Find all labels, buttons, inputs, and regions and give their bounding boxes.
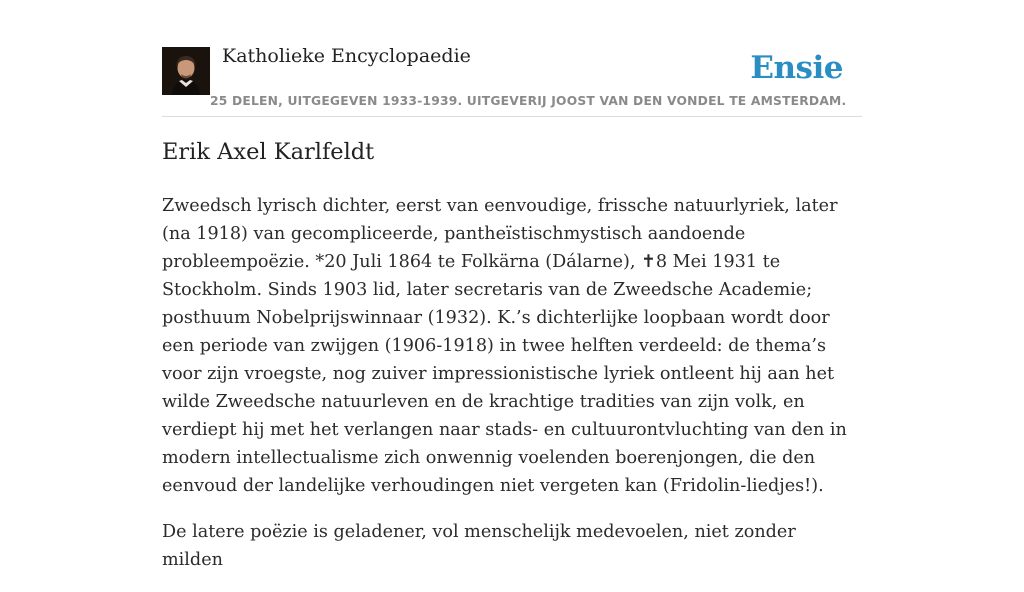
entry-paragraph: Zweedsch lyrisch dichter, eerst van eenvoudige, frissche natuurlyriek, later (na 1918) van gecompliceerde, pantheïstischmystisch aandoende probleempoëzie. *20 Juli 1864 te Folkärna (Dálarne), ✝8 Mei 1931 te Stockholm. Sinds 1903 lid, later secretaris van de Zweedsche Academie; posthuum Nobelprijswinnaar (1932). K.’s dichterlijke loopbaan wordt door een periode van zwijgen (1906-1918) in twee helften verdeeld: de thema’s voor zijn vroegste, nog zuiver impressionistische lyriek ontleent hij aan het wilde Zweedsche natuurleven en de krachtige tradities van zijn volk, en verdiept hij met het verlangen naar stads- en cultuurontvluchting van den in modern intellectualisme zich onwennig voelenden boerenjongen, die den eenvoud der landelijke verhoudingen niet vergeten kan (Fridolin-liedjes!). — [162, 196, 847, 496]
brand-logo[interactable]: Ensie — [750, 50, 843, 86]
entry-title: Erik Axel Karlfeldt — [162, 139, 375, 165]
avatar[interactable] — [162, 47, 210, 95]
publication-subtitle: 25 DELEN, UITGEGEVEN 1933-1939. UITGEVERIJ JOOST VAN DEN VONDEL TE AMSTERDAM. — [210, 94, 847, 108]
site-header — [162, 40, 862, 117]
site-title-link[interactable]: Katholieke Encyclopaedie — [222, 45, 471, 67]
portrait-icon — [162, 47, 210, 95]
entry-paragraph: De latere poëzie is geladener, vol menschelijk medevoelen, niet zonder milden — [162, 522, 796, 570]
entry-body — [162, 192, 862, 592]
